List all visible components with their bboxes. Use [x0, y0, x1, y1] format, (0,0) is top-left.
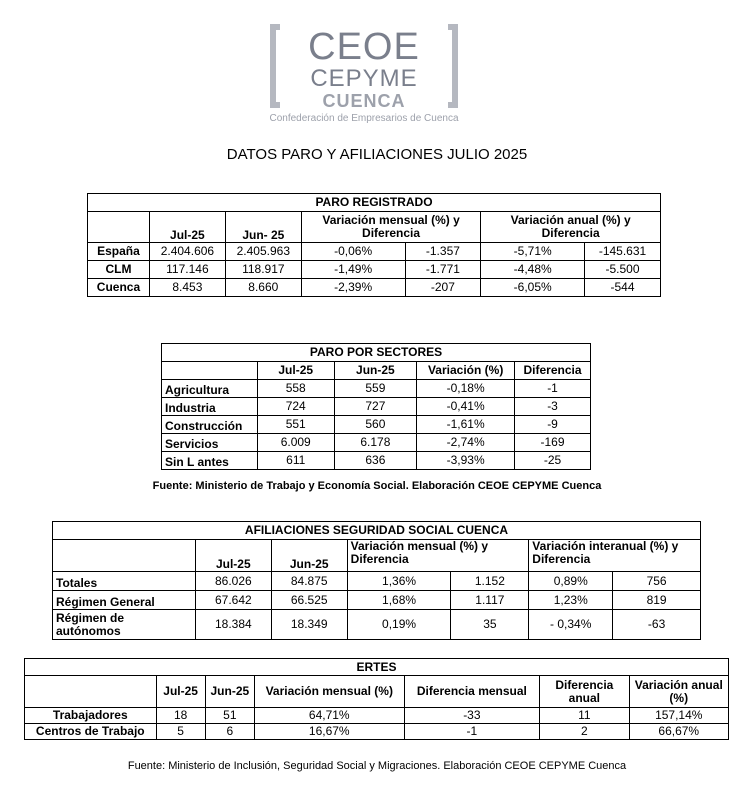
table-title: PARO POR SECTORES: [162, 344, 591, 362]
table-cell: 118.917: [225, 261, 301, 279]
column-header: Variación mensual (%) y Diferencia: [347, 540, 529, 572]
table-title: ERTES: [25, 659, 729, 676]
column-header: Variación (%): [417, 362, 515, 380]
table-cell: 11: [540, 708, 629, 724]
paro-sectores-table: [161, 343, 591, 470]
empty-header-cell: [25, 676, 157, 708]
table-cell: -1,49%: [301, 261, 405, 279]
table-cell: 66.525: [271, 591, 347, 610]
row-label: Sin L antes: [162, 452, 258, 470]
table-cell: 551: [257, 416, 334, 434]
column-header: Jun-25: [334, 362, 417, 380]
table-cell: 18.384: [195, 610, 271, 640]
table-cell: 64,71%: [254, 708, 404, 724]
ertes-table: [24, 658, 729, 740]
table-cell: -63: [613, 610, 701, 640]
column-header: Jun- 25: [225, 212, 301, 243]
table-row: [162, 398, 591, 416]
column-header: Variación mensual (%) y Diferencia: [301, 212, 481, 243]
table-cell: -4,48%: [481, 261, 585, 279]
table-cell: 724: [257, 398, 334, 416]
table-cell: 6.009: [257, 434, 334, 452]
table-cell: 84.875: [271, 572, 347, 591]
column-header: Jul-25: [195, 540, 271, 572]
table-row: [53, 610, 701, 640]
table-cell: -33: [404, 708, 540, 724]
table-cell: -1,61%: [417, 416, 515, 434]
table-cell: -207: [405, 279, 481, 297]
page-title: DATOS PARO Y AFILIACIONES JULIO 2025: [226, 146, 528, 163]
logo-bracket-right: [448, 24, 458, 108]
table-cell: 636: [334, 452, 417, 470]
row-label: Trabajadores: [25, 708, 157, 724]
logo-bracket-left: [270, 24, 280, 108]
table-cell: -169: [515, 434, 591, 452]
column-header: Variación mensual (%): [254, 676, 404, 708]
table-cell: -2,74%: [417, 434, 515, 452]
table-cell: -1: [404, 724, 540, 740]
table-cell: 117.146: [149, 261, 225, 279]
table-row: [162, 434, 591, 452]
paro-registrado-table: [87, 193, 661, 297]
column-header: Diferencia: [515, 362, 591, 380]
source-note: Fuente: Ministerio de Trabajo y Economía Social. Elaboración CEOE CEPYME Cuenca: [152, 480, 602, 492]
table-cell: 727: [334, 398, 417, 416]
footer-source-note: Fuente: Ministerio de Inclusión, Seguridad Social y Migraciones. Elaboración CEOE CEPYME Cuenca: [127, 760, 627, 772]
table-cell: 560: [334, 416, 417, 434]
table-row: [88, 243, 661, 261]
column-header: Jul-25: [149, 212, 225, 243]
table-cell: -1: [515, 380, 591, 398]
table-cell: 67.642: [195, 591, 271, 610]
table-cell: -5,71%: [481, 243, 585, 261]
table-row: [88, 261, 661, 279]
table-cell: 18.349: [271, 610, 347, 640]
logo-line-3: CUENCA: [322, 91, 406, 111]
table-cell: 2.404.606: [149, 243, 225, 261]
table-cell: 819: [613, 591, 701, 610]
column-header: Jul-25: [257, 362, 334, 380]
table-cell: 6.178: [334, 434, 417, 452]
column-header: Jun-25: [205, 676, 254, 708]
table-cell: 1,36%: [347, 572, 451, 591]
table-cell: -6,05%: [481, 279, 585, 297]
table-cell: -145.631: [585, 243, 661, 261]
table-cell: 1,68%: [347, 591, 451, 610]
table-cell: -1.771: [405, 261, 481, 279]
table-row: [53, 572, 701, 591]
table-cell: 86.026: [195, 572, 271, 591]
table-cell: 8.453: [149, 279, 225, 297]
table-cell: -3,93%: [417, 452, 515, 470]
column-header: Diferencia anual: [540, 676, 629, 708]
empty-header-cell: [162, 362, 258, 380]
ceoe-cepyme-logo: [270, 24, 458, 128]
column-header: Jun-25: [271, 540, 347, 572]
table-cell: 1.152: [451, 572, 529, 591]
table-cell: 1,23%: [529, 591, 613, 610]
table-title: PARO REGISTRADO: [88, 194, 661, 212]
row-label: CLM: [88, 261, 150, 279]
table-cell: 8.660: [225, 279, 301, 297]
afiliaciones-table: [52, 521, 701, 640]
empty-header-cell: [53, 540, 196, 572]
table-cell: 558: [257, 380, 334, 398]
table-cell: - 0,34%: [529, 610, 613, 640]
column-header: Variación anual (%): [629, 676, 728, 708]
table-row: [162, 416, 591, 434]
row-label: Cuenca: [88, 279, 150, 297]
table-cell: 6: [205, 724, 254, 740]
table-cell: 66,67%: [629, 724, 728, 740]
table-cell: -2,39%: [301, 279, 405, 297]
table-cell: 157,14%: [629, 708, 728, 724]
table-cell: -5.500: [585, 261, 661, 279]
table-row: [162, 380, 591, 398]
table-row: [25, 708, 729, 724]
table-cell: 1.117: [451, 591, 529, 610]
table-row: [25, 724, 729, 740]
table-cell: 51: [205, 708, 254, 724]
table-row: [162, 452, 591, 470]
empty-header-cell: [88, 212, 150, 243]
table-cell: -0,41%: [417, 398, 515, 416]
row-label: Centros de Trabajo: [25, 724, 157, 740]
table-cell: -544: [585, 279, 661, 297]
table-cell: 2.405.963: [225, 243, 301, 261]
table-cell: 16,67%: [254, 724, 404, 740]
table-title: AFILIACIONES SEGURIDAD SOCIAL CUENCA: [53, 522, 701, 540]
row-label: España: [88, 243, 150, 261]
table-cell: 0,89%: [529, 572, 613, 591]
table-row: [88, 279, 661, 297]
column-header: Variación anual (%) y Diferencia: [481, 212, 661, 243]
table-cell: 2: [540, 724, 629, 740]
table-cell: 35: [451, 610, 529, 640]
table-cell: 611: [257, 452, 334, 470]
logo-line-1: CEOE: [308, 26, 420, 68]
table-cell: 5: [156, 724, 205, 740]
logo-line-2: CEPYME: [310, 65, 418, 92]
table-cell: -0,06%: [301, 243, 405, 261]
row-label: Régimen de autónomos: [53, 610, 196, 640]
table-cell: -1.357: [405, 243, 481, 261]
logo-tagline: Confederación de Empresarios de Cuenca: [269, 113, 459, 124]
table-cell: 756: [613, 572, 701, 591]
row-label: Totales: [53, 572, 196, 591]
table-cell: -9: [515, 416, 591, 434]
row-label: Régimen General: [53, 591, 196, 610]
column-header: Diferencia mensual: [404, 676, 540, 708]
row-label: Construcción: [162, 416, 258, 434]
table-cell: 0,19%: [347, 610, 451, 640]
table-cell: -25: [515, 452, 591, 470]
table-cell: 559: [334, 380, 417, 398]
row-label: Agricultura: [162, 380, 258, 398]
table-cell: -3: [515, 398, 591, 416]
table-row: [53, 591, 701, 610]
row-label: Industria: [162, 398, 258, 416]
column-header: Variación interanual (%) y Diferencia: [529, 540, 701, 572]
table-cell: 18: [156, 708, 205, 724]
column-header: Jul-25: [156, 676, 205, 708]
row-label: Servicios: [162, 434, 258, 452]
table-cell: -0,18%: [417, 380, 515, 398]
